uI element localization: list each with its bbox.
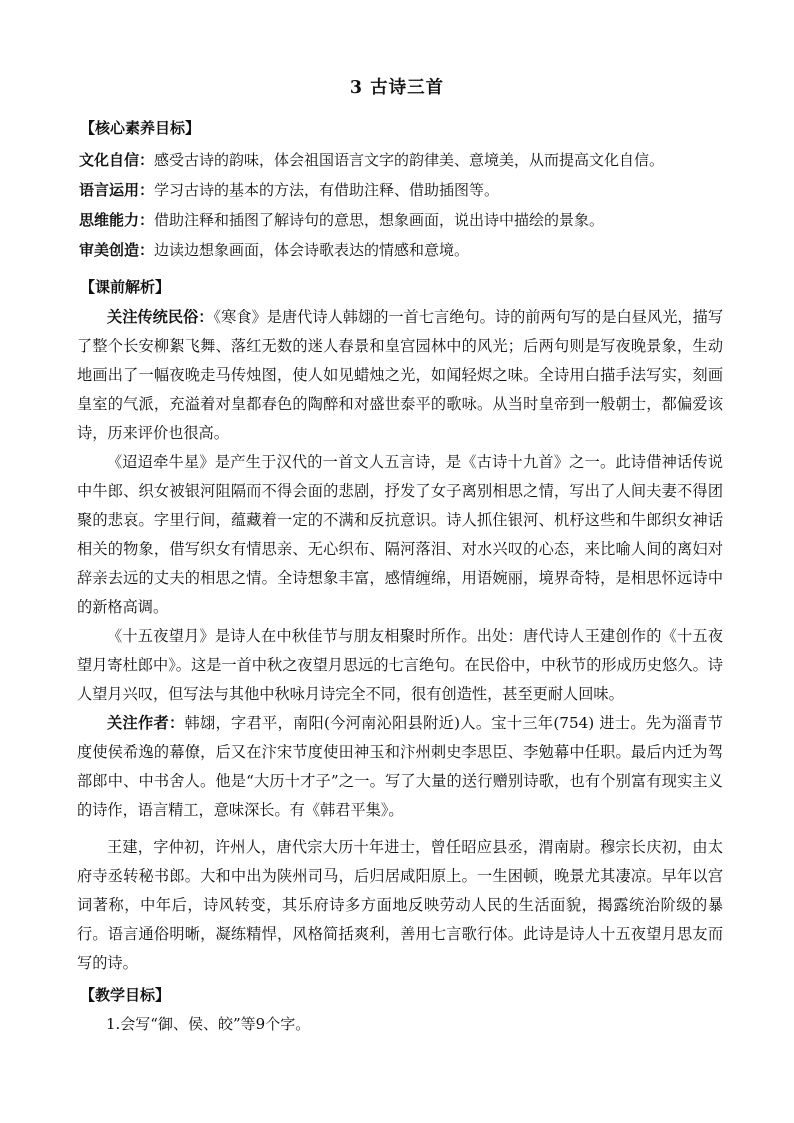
- paragraph-hanshi-text: 《寒食》是唐代诗人韩翃的一首七言绝句。诗的前两句写的是白昼风光，描写了整个长安柳絮飞舞、落红无数的迷人春景和皇宫园林中的风光；后两句则是写夜晚景象，生动地画出了一幅夜晚走马传烛图，使人如见蜡烛之光，如闻轻烬之味。全诗用白描手法写实，刻画皇室的气派，充溢着对皇都春色的陶醉和对盛世泰平的歌咏。从当时皇帝到一般朝士，都偏爱该诗，历来评价也很高。: [77, 308, 724, 442]
- paragraph-hanshi: [77, 303, 723, 448]
- goal-language: [79, 180, 729, 200]
- teaching-goal-item: 1.会写“御、侯、皎”等9个字。: [106, 1015, 311, 1033]
- paragraph-author-label: 关注作者：: [107, 714, 185, 732]
- goal-aesthetic-label: 审美创造：: [79, 241, 155, 259]
- goal-culture: [79, 150, 729, 170]
- goal-thinking: [79, 210, 729, 230]
- paragraph-author-hanhong-text: 韩翃，字君平，南阳(今河南沁阳县附近)人。宝十三年(754) 进士。先为淄青节度使侯希逸的幕僚，后又在汴宋节度使田神玉和汴州刺史李思臣、李勉幕中任职。最后内迁为驾部郎中、中书舍人。他是“大历十才子”之一。写了大量的送行赠别诗歌，也有个别富有现实主义的诗作，语言精工，意味深长。有《韩君平集》。: [77, 714, 723, 819]
- goal-language-label: 语言运用：: [79, 181, 155, 199]
- goal-culture-text: 感受古诗的韵味，体会祖国语言文字的韵律美、意境美，从而提高文化自信。: [154, 151, 665, 169]
- teaching-goals-heading: 【教学目标】: [80, 986, 171, 1004]
- paragraph-author-hanhong: [77, 709, 723, 825]
- goal-culture-label: 文化自信：: [79, 151, 155, 169]
- paragraph-qianniuxing: 《迢迢牵牛星》是产生于汉代的一首文人五言诗，是《古诗十九首》之一。此诗借神话传说中牛郎、织女被银河阻隔而不得会面的悲剧，抒发了女子离别相思之情，写出了人间夫妻不得团聚的悲哀。字里行间，蕴藏着一定的不满和反抗意识。诗人抓住银河、机杼这些和牛郎织女神话相关的物象，借写织女有情思亲、无心织布、隔河落泪、对水兴叹的心态，来比喻人间的离妇对辞亲去远的丈夫的相思之情。全诗想象丰富，感情缠绵，用语婉丽，境界奇特，是相思怀远诗中的新格高调。: [77, 453, 723, 616]
- goal-aesthetic-text: 边读边想象画面，体会诗歌表达的情感和意境。: [154, 241, 470, 259]
- analysis-heading: 【课前解析】: [80, 278, 171, 296]
- goal-thinking-text: 借助注释和插图了解诗句的意思，想象画面，说出诗中描绘的景象。: [154, 211, 605, 229]
- paragraph-shiwuye: 《十五夜望月》是诗人在中秋佳节与朋友相聚时所作。出处：唐代诗人王建创作的《十五夜望月寄杜郎中》。这是一首中秋之夜望月思远的七言绝句。在民俗中，中秋节的形成历史悠久。诗人望月兴叹，但写法与其他中秋咏月诗完全不同，很有创造性，甚至更耐人回味。: [77, 627, 723, 703]
- page-title: 3 古诗三首: [349, 78, 445, 98]
- goal-language-text: 学习古诗的基本的方法，有借助注释、借助插图等。: [154, 181, 500, 199]
- goal-aesthetic: [79, 240, 729, 260]
- paragraph-hanshi-label: 关注传统民俗：: [107, 308, 214, 326]
- core-goals-heading: 【核心素养目标】: [80, 119, 201, 137]
- goal-thinking-label: 思维能力：: [79, 211, 155, 229]
- paragraph-author-wangjian: 王建，字仲初，许州人，唐代宗大历十年进士，曾任昭应县丞，渭南尉。穆宗长庆初，由太府寺丞转秘书郎。大和中出为陕州司马，后归居咸阳原上。一生困顿，晚景尤其凄凉。早年以宫词著称，中年后，诗风转变，其乐府诗多方面地反映劳动人民的生活面貌，揭露统治阶级的暴行。语言通俗明晰，凝练精悍，风格简括爽利，善用七言歌行体。此诗是诗人十五夜望月思友而写的诗。: [77, 838, 723, 972]
